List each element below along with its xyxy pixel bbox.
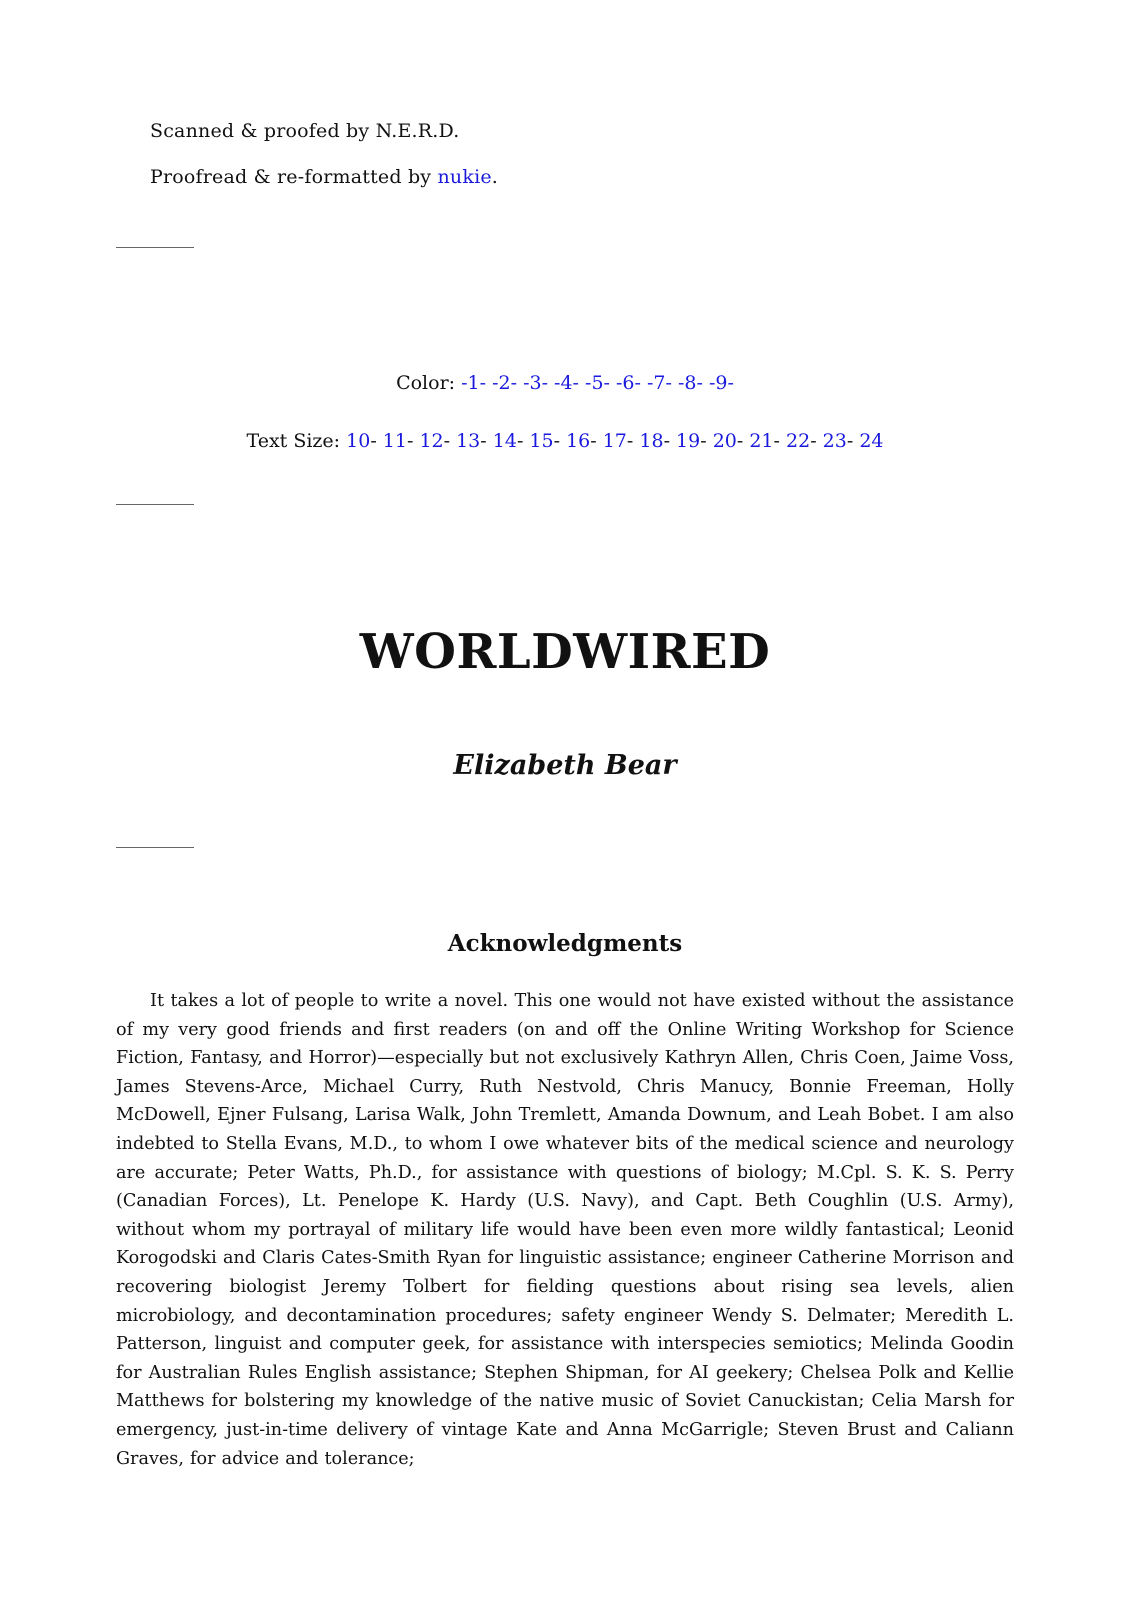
- text-size-option-19[interactable]: 19: [676, 430, 701, 452]
- divider-rule: [116, 504, 194, 505]
- color-option-9[interactable]: -9-: [708, 372, 734, 394]
- text-size-option-22[interactable]: 22: [786, 430, 811, 452]
- text-size-option-11[interactable]: 11: [382, 430, 407, 452]
- text-size-option-23[interactable]: 23: [822, 430, 847, 452]
- text-size-separator: -: [553, 430, 567, 452]
- text-size-option-20[interactable]: 20: [712, 430, 737, 452]
- text-size-separator: -: [516, 430, 530, 452]
- proofread-credit-suffix: .: [491, 166, 499, 188]
- text-size-option-15[interactable]: 15: [529, 430, 554, 452]
- proofread-credit-prefix: Proofread & re-formatted by: [150, 166, 438, 188]
- color-option-5[interactable]: -5-: [585, 372, 610, 394]
- scan-credit: Scanned & proofed by N.E.R.D.: [150, 120, 460, 142]
- text-size-option-24[interactable]: 24: [859, 430, 884, 452]
- text-size-separator: -: [480, 430, 493, 452]
- acknowledgments-heading: Acknowledgments: [447, 930, 683, 957]
- divider-rule: [116, 847, 194, 848]
- color-options: [461, 372, 734, 394]
- text-size-separator: -: [626, 430, 640, 452]
- color-option-7[interactable]: -7-: [647, 372, 672, 394]
- text-size-option-12[interactable]: 12: [419, 430, 444, 452]
- text-size-selector: [116, 429, 1014, 453]
- text-size-option-21[interactable]: 21: [749, 430, 774, 452]
- text-size-option-18[interactable]: 18: [639, 430, 664, 452]
- text-size-separator: -: [810, 430, 823, 452]
- color-label: Color:: [396, 372, 462, 394]
- text-size-separator: -: [590, 430, 603, 452]
- text-size-option-13[interactable]: 13: [456, 430, 481, 452]
- text-size-option-17[interactable]: 17: [602, 430, 627, 452]
- book-title: WORLDWIRED: [359, 624, 771, 680]
- text-size-separator: -: [663, 430, 677, 452]
- text-size-separator: -: [406, 430, 420, 452]
- text-size-separator: -: [846, 430, 860, 452]
- text-size-options: [346, 430, 883, 452]
- color-option-8[interactable]: -8-: [677, 372, 703, 394]
- color-selector: [116, 371, 1014, 395]
- color-option-4[interactable]: -4-: [554, 372, 579, 394]
- text-size-option-14[interactable]: 14: [492, 430, 517, 452]
- text-size-separator: -: [700, 430, 713, 452]
- text-size-separator: -: [773, 430, 786, 452]
- color-option-3[interactable]: -3-: [523, 372, 548, 394]
- text-size-separator: -: [736, 430, 750, 452]
- text-size-separator: -: [370, 430, 383, 452]
- acknowledgments-paragraph: It takes a lot of people to write a novel. This one would not have existed without the assistance of my very good friends and first readers (on and off the Online Writing Workshop for Science Fiction, Fantasy, and Horror)—especially but not exclusively Kathryn Allen, Chris Coen, Jaime Voss, James Stevens-Arce, Michael Curry, Ruth Nestvold, Chris Manucy, Bonnie Freeman, Holly McDowell, Ejner Fulsang, Larisa Walk, John Tremlett, Amanda Downum, and Leah Bobet. I am also indebted to Stella Evans, M.D., to whom I owe whatever bits of the medical science and neurology are accurate; Peter Watts, Ph.D., for assistance with questions of biology; M.Cpl. S. K. S. Perry (Canadian Forces), Lt. Penelope K. Hardy (U.S. Navy), and Capt. Beth Coughlin (U.S. Army), without whom my portrayal of military life would have been even more wildly fantastical; Leonid Korogodski and Claris Cates-Smith Ryan for linguistic assistance; engineer Catherine Morrison and recovering biologist Jeremy Tolbert for fielding questions about rising sea levels, alien microbiology, and decontamination procedures; safety engineer Wendy S. Delmater; Meredith L. Patterson, linguist and computer geek, for assistance with interspecies semiotics; Melinda Goodin for Australian Rules English assistance; Stephen Shipman, for AI geekery; Chelsea Polk and Kellie Matthews for bolstering my knowledge of the native music of Soviet Canuckistan; Celia Marsh for emergency, just-in-time delivery of vintage Kate and Anna McGarrigle; Steven Brust and Caliann Graves, for advice and tolerance;: [116, 991, 1014, 1469]
- book-author: Elizabeth Bear: [453, 750, 677, 781]
- proofreader-link[interactable]: nukie: [437, 166, 492, 188]
- color-option-2[interactable]: -2-: [492, 372, 518, 394]
- proofread-credit: [150, 165, 498, 189]
- text-size-option-16[interactable]: 16: [566, 430, 591, 452]
- color-option-6[interactable]: -6-: [616, 372, 641, 394]
- color-option-1[interactable]: -1-: [461, 372, 487, 394]
- divider-rule: [116, 247, 194, 248]
- text-size-label: Text Size:: [246, 430, 347, 452]
- text-size-option-10[interactable]: 10: [346, 430, 371, 452]
- text-size-separator: -: [443, 430, 457, 452]
